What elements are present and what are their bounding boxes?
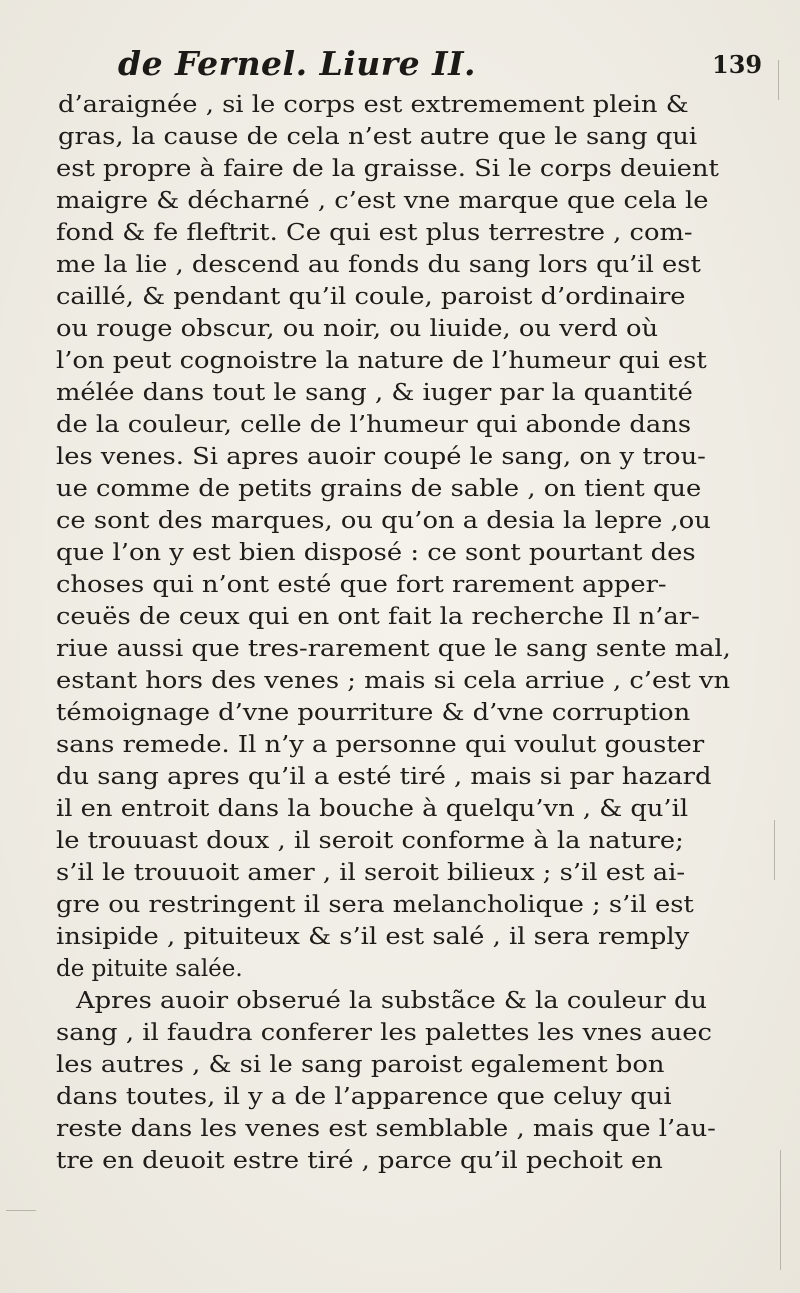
text-line: les venes. Si apres auoir coupé le sang, on y trou- — [56, 444, 706, 470]
text-line: ce sont des marques, ou qu’on a desia la lepre ,ou — [56, 508, 711, 534]
text-line: me la lie , descend au fonds du sang lors qu’il est — [56, 252, 701, 278]
running-head — [0, 44, 800, 94]
text-line: d’araignée , si le corps est extremement plein & — [58, 92, 689, 118]
text-line: est propre à faire de la graisse. Si le corps deuient — [56, 156, 719, 182]
page-number: 139 — [712, 50, 763, 79]
text-line: s’il le trouuoit amer , il seroit bilieux ; s’il est ai- — [56, 860, 686, 886]
text-line: de la couleur, celle de l’humeur qui abonde dans — [56, 412, 692, 438]
text-line: ou rouge obscur, ou noir, ou liuide, ou verd où — [56, 316, 659, 342]
text-line: ceuës de ceux qui en ont fait la recherche Il n’ar- — [56, 604, 700, 630]
text-line: du sang apres qu’il a esté tiré , mais si par hazard — [56, 764, 712, 790]
text-line: sans remede. Il n’y a personne qui voulut gouster — [56, 732, 705, 758]
text-line: fond & fe fleftrit. Ce qui est plus terrestre , com- — [56, 220, 693, 246]
text-line: maigre & décharné , c’est vne marque que cela le — [56, 188, 709, 214]
text-line: tre en deuoit estre tiré , parce qu’il pechoit en — [56, 1148, 663, 1174]
paper-mark — [774, 820, 775, 880]
text-line: il en entroit dans la bouche à quelqu’vn , & qu’il — [56, 796, 689, 822]
text-line: les autres , & si le sang paroist egalement bon — [56, 1052, 665, 1078]
text-line: mélée dans tout le sang , & iuger par la quantité — [56, 380, 693, 406]
text-line: insipide , pituiteux & s’il est salé , il sera remply — [56, 924, 690, 950]
text-line: reste dans les venes est semblable , mais que l’au- — [56, 1116, 716, 1142]
text-line: ue comme de petits grains de sable , on tient que — [56, 476, 702, 502]
text-line: choses qui n’ont esté que fort rarement apper- — [56, 572, 667, 598]
text-line: dans toutes, il y a de l’apparence que celuy qui — [56, 1084, 672, 1110]
text-line: de pituite salée. — [56, 956, 243, 982]
text-line: le trouuast doux , il seroit conforme à la nature; — [56, 828, 684, 854]
text-line: estant hors des venes ; mais si cela arriue , c’est vn — [56, 668, 731, 694]
text-line: riue aussi que tres-rarement que le sang sente mal, — [56, 636, 731, 662]
paper-mark — [6, 1210, 36, 1211]
text-line: gre ou restringent il sera melancholique ; s’il est — [56, 892, 694, 918]
text-line: sang , il faudra conferer les palettes les vnes auec — [56, 1020, 712, 1046]
text-line: que l’on y est bien disposé : ce sont pourtant des — [56, 540, 696, 566]
text-line: l’on peut cognoistre la nature de l’humeur qui est — [56, 348, 707, 374]
paper-mark — [778, 60, 779, 100]
running-title: de Fernel. Liure II. — [118, 44, 477, 83]
text-line: gras, la cause de cela n’est autre que le sang qui — [58, 124, 698, 150]
text-line: caillé, & pendant qu’il coule, paroist d’ordinaire — [56, 284, 686, 310]
text-line: témoignage d’vne pourriture & d’vne corruption — [56, 700, 691, 726]
text-line: Apres auoir obserué la substãce & la couleur du — [76, 988, 708, 1014]
paper-mark — [780, 1150, 781, 1270]
